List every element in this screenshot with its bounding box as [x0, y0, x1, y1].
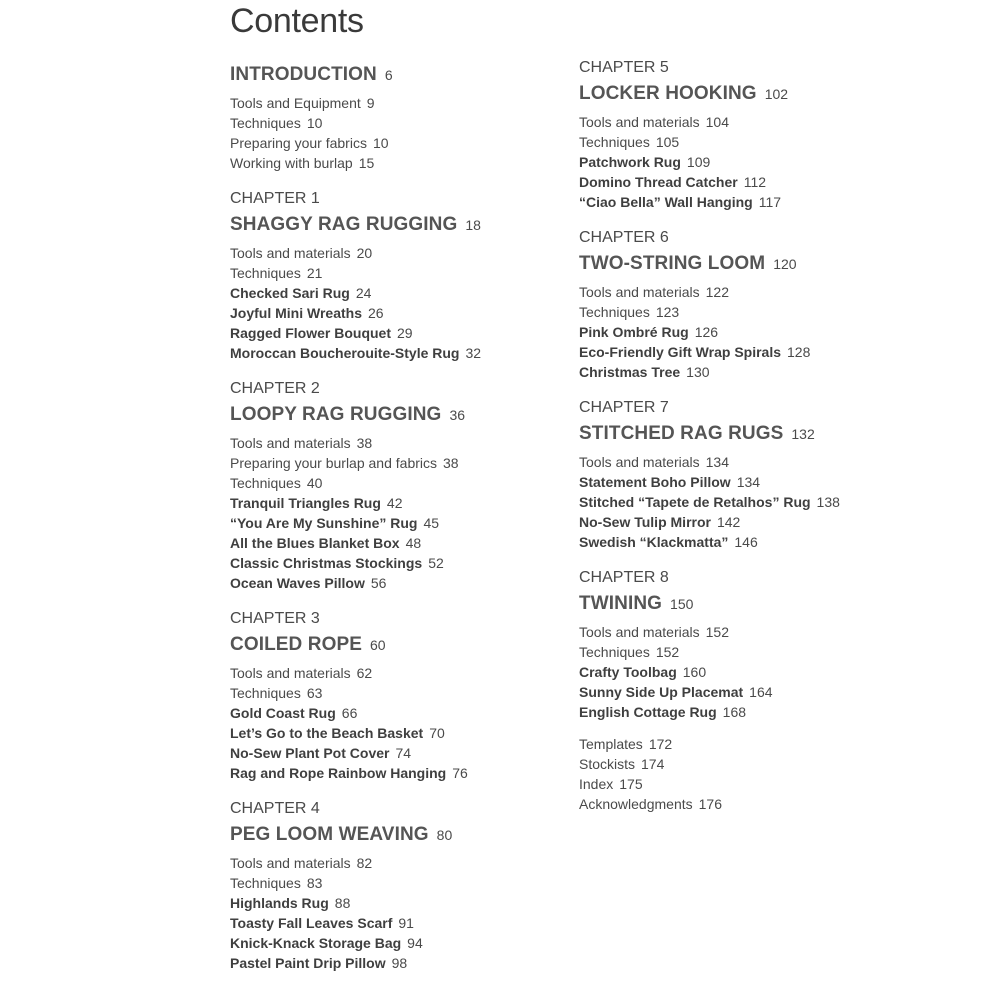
toc-entry[interactable]: [579, 192, 959, 212]
toc-entry-page: 62: [356, 665, 373, 681]
toc-entry-page: 48: [405, 535, 422, 551]
toc-entry-page: 104: [705, 114, 729, 130]
toc-section: [579, 398, 959, 552]
toc-entry-page: 40: [306, 475, 323, 491]
toc-entry-title: Sunny Side Up Placemat: [579, 684, 744, 700]
toc-entry-title: Tranquil Triangles Rug: [230, 495, 381, 511]
toc-entry[interactable]: [579, 322, 959, 342]
toc-entry-page: 56: [370, 575, 387, 591]
toc-entry[interactable]: [230, 533, 610, 553]
toc-entry[interactable]: [230, 573, 610, 593]
toc-entry[interactable]: [230, 303, 610, 323]
toc-entry-page: 15: [358, 155, 375, 171]
chapter-heading[interactable]: [579, 423, 959, 449]
toc-entry-page: 29: [397, 325, 413, 341]
toc-entry-page: 175: [619, 776, 643, 792]
toc-entry-title: Tools and materials: [579, 284, 700, 300]
toc-entry[interactable]: [230, 683, 610, 703]
toc-entry[interactable]: [579, 492, 959, 512]
toc-entry[interactable]: [579, 282, 959, 302]
toc-entry-title: Working with burlap: [230, 155, 353, 171]
toc-entry-page: 152: [705, 624, 729, 640]
chapter-heading-page: 18: [465, 217, 481, 233]
toc-entry-page: 146: [734, 534, 758, 550]
toc-entry-page: 128: [787, 344, 811, 360]
toc-entry-title: Preparing your burlap and fabrics: [230, 455, 438, 471]
toc-entry[interactable]: [579, 622, 959, 642]
toc-entry[interactable]: [579, 682, 959, 702]
toc-entry-page: 91: [398, 915, 414, 931]
toc-entry[interactable]: [579, 362, 959, 382]
toc-entry-page: 174: [641, 756, 665, 772]
toc-entry-title: Techniques: [230, 685, 301, 701]
toc-entry-title: Tools and materials: [230, 245, 351, 261]
toc-section: [230, 64, 610, 173]
section-gap: [579, 552, 959, 568]
toc-entry-title: Tools and Equipment: [230, 95, 361, 111]
toc-entry-title: No-Sew Plant Pot Cover: [230, 745, 390, 761]
back-matter-entry[interactable]: [579, 754, 959, 774]
toc-entry[interactable]: [579, 512, 959, 532]
toc-section: [230, 379, 610, 593]
toc-entry[interactable]: [230, 743, 610, 763]
toc-entry[interactable]: [579, 152, 959, 172]
chapter-heading[interactable]: [230, 404, 610, 430]
toc-entry-page: 32: [465, 345, 482, 361]
chapter-heading[interactable]: [230, 824, 610, 850]
chapter-heading-title: COILED ROPE: [230, 634, 363, 655]
toc-entry-page: 138: [816, 494, 840, 510]
chapter-heading-page: 102: [764, 86, 789, 102]
toc-entry-page: 52: [428, 555, 444, 571]
toc-entry-title: Crafty Toolbag: [579, 664, 677, 680]
toc-entry-page: 122: [705, 284, 729, 300]
toc-entry-page: 74: [395, 745, 412, 761]
toc-entry-title: All the Blues Blanket Box: [230, 535, 400, 551]
toc-entry-title: Techniques: [230, 875, 301, 891]
chapter-label: CHAPTER 1: [230, 190, 320, 207]
chapter-heading[interactable]: [230, 64, 610, 90]
toc-entry[interactable]: [230, 323, 610, 343]
toc-entry-page: 20: [356, 245, 373, 261]
chapter-heading-title: LOOPY RAG RUGGING: [230, 404, 442, 425]
toc-entry[interactable]: [230, 93, 610, 113]
toc-entry-page: 66: [341, 705, 358, 721]
toc-entry-title: Classic Christmas Stockings: [230, 555, 423, 571]
toc-entry-title: Stockists: [579, 756, 636, 772]
toc-entry[interactable]: [579, 532, 959, 552]
toc-entry-title: “Ciao Bella” Wall Hanging: [579, 194, 753, 210]
toc-entry-title: Rag and Rope Rainbow Hanging: [230, 765, 447, 781]
toc-entry-title: Techniques: [579, 644, 650, 660]
toc-entry-page: 142: [716, 514, 741, 530]
section-gap: [230, 363, 610, 379]
toc-entry[interactable]: [579, 112, 959, 132]
toc-entry-title: “You Are My Sunshine” Rug: [230, 515, 418, 531]
toc-entry-title: Swedish “Klackmatta”: [579, 534, 729, 550]
toc-entry[interactable]: [230, 433, 610, 453]
chapter-label: CHAPTER 2: [230, 380, 320, 397]
chapter-label: CHAPTER 5: [579, 59, 669, 76]
toc-entry[interactable]: [230, 113, 610, 133]
section-gap: [579, 382, 959, 398]
toc-entry-page: 152: [655, 644, 680, 660]
chapter-heading[interactable]: [579, 253, 959, 279]
toc-entry-title: Christmas Tree: [579, 364, 681, 380]
toc-entry[interactable]: [230, 153, 610, 173]
toc-entry[interactable]: [579, 472, 959, 492]
chapter-heading-page: 132: [791, 426, 815, 442]
chapter-heading-title: SHAGGY RAG RUGGING: [230, 214, 458, 235]
toc-entry[interactable]: [230, 853, 610, 873]
section-gap: [579, 722, 959, 734]
toc-entry[interactable]: [230, 953, 610, 973]
chapter-heading-title: STITCHED RAG RUGS: [579, 423, 784, 444]
chapter-label: CHAPTER 4: [230, 800, 320, 817]
toc-entry-title: Joyful Mini Wreaths: [230, 305, 362, 321]
toc-entry[interactable]: [230, 893, 610, 913]
toc-entry-page: 38: [356, 435, 373, 451]
chapter-heading-title: LOCKER HOOKING: [579, 83, 757, 104]
toc-entry-page: 10: [306, 115, 323, 131]
toc-entry-page: 172: [648, 736, 673, 752]
toc-entry-page: 88: [334, 895, 351, 911]
toc-entry[interactable]: [230, 493, 610, 513]
toc-entry[interactable]: [230, 663, 610, 683]
section-gap: [230, 173, 610, 189]
toc-entry-page: 24: [355, 285, 372, 301]
toc-entry-title: Techniques: [230, 265, 301, 281]
toc-entry-title: Techniques: [230, 475, 301, 491]
toc-entry-page: 38: [443, 455, 459, 471]
toc-entry-title: Ragged Flower Bouquet: [230, 325, 391, 341]
section-gap: [579, 212, 959, 228]
toc-entry-title: Acknowledgments: [579, 796, 693, 812]
toc-entry-title: Tools and materials: [230, 435, 351, 451]
toc-entry-title: No-Sew Tulip Mirror: [579, 514, 711, 530]
chapter-label: CHAPTER 8: [579, 569, 669, 586]
chapter-heading-title: TWO-STRING LOOM: [579, 253, 766, 274]
toc-entry-page: 126: [694, 324, 719, 340]
toc-entry-page: 117: [758, 194, 782, 210]
chapter-heading-title: PEG LOOM WEAVING: [230, 824, 429, 845]
toc-entry-page: 123: [655, 304, 680, 320]
toc-entry-title: Templates: [579, 736, 643, 752]
toc-entry[interactable]: [230, 703, 610, 723]
toc-entry[interactable]: [579, 452, 959, 472]
toc-entry-page: 70: [429, 725, 445, 741]
toc-entry-title: Pink Ombré Rug: [579, 324, 689, 340]
section-gap: [230, 783, 610, 799]
chapter-heading-page: 150: [670, 596, 694, 612]
chapter-heading-title: INTRODUCTION: [230, 64, 377, 85]
toc-entry[interactable]: [230, 723, 610, 743]
toc-section: [579, 568, 959, 722]
toc-entry-page: 112: [743, 174, 767, 190]
toc-section: [579, 228, 959, 382]
back-matter-entry[interactable]: [579, 794, 959, 814]
chapter-label: CHAPTER 3: [230, 610, 320, 627]
toc-entry-page: 10: [372, 135, 389, 151]
toc-entry-title: Stitched “Tapete de Retalhos” Rug: [579, 494, 811, 510]
toc-entry-page: 134: [736, 474, 761, 490]
toc-entry-page: 134: [705, 454, 729, 470]
toc-entry-page: 45: [423, 515, 440, 531]
chapter-heading[interactable]: [579, 593, 959, 619]
toc-entry-title: Statement Boho Pillow: [579, 474, 731, 490]
toc-entry-title: Moroccan Boucherouite-Style Rug: [230, 345, 460, 361]
chapter-heading[interactable]: [579, 83, 959, 109]
toc-entry-title: Patchwork Rug: [579, 154, 681, 170]
chapter-heading-page: 60: [370, 637, 386, 653]
toc-entry[interactable]: [579, 702, 959, 722]
chapter-heading-page: 80: [436, 827, 453, 843]
chapter-label: CHAPTER 6: [579, 229, 669, 246]
toc-entry-title: Eco-Friendly Gift Wrap Spirals: [579, 344, 782, 360]
toc-entry-page: 176: [698, 796, 722, 812]
toc-section: [230, 609, 610, 783]
toc-entry[interactable]: [230, 133, 610, 153]
toc-entry-title: Tools and materials: [579, 624, 700, 640]
toc-section: [579, 58, 959, 212]
toc-entry-title: Toasty Fall Leaves Scarf: [230, 915, 393, 931]
toc-entry-title: Gold Coast Rug: [230, 705, 336, 721]
toc-entry-title: Index: [579, 776, 614, 792]
toc-entry-page: 83: [306, 875, 323, 891]
toc-entry[interactable]: [230, 513, 610, 533]
toc-section: [230, 799, 610, 973]
back-matter: [579, 734, 959, 814]
toc-entry[interactable]: [230, 263, 610, 283]
toc-entry-page: 98: [391, 955, 408, 971]
toc-entry-page: 94: [407, 935, 423, 951]
toc-entry-page: 76: [452, 765, 468, 781]
toc-entry[interactable]: [579, 132, 959, 152]
toc-entry-page: 168: [722, 704, 747, 720]
toc-entry-title: Let’s Go to the Beach Basket: [230, 725, 424, 741]
toc-entry-title: Ocean Waves Pillow: [230, 575, 365, 591]
toc-entry-page: 42: [386, 495, 403, 511]
page-title: Contents: [230, 2, 364, 40]
toc-entry-page: 63: [306, 685, 323, 701]
toc-entry-page: 26: [367, 305, 384, 321]
toc-entry-title: Knick-Knack Storage Bag: [230, 935, 402, 951]
toc-entry-page: 160: [682, 664, 707, 680]
toc-entry-page: 130: [686, 364, 710, 380]
section-gap: [230, 593, 610, 609]
toc-entry[interactable]: [579, 342, 959, 362]
toc-entry-title: Tools and materials: [230, 665, 351, 681]
toc-entry-title: Tools and materials: [579, 114, 700, 130]
toc-entry-title: Tools and materials: [579, 454, 700, 470]
chapter-heading-page: 120: [773, 256, 797, 272]
back-matter-entry[interactable]: [579, 734, 959, 754]
chapter-heading-title: TWINING: [579, 593, 663, 614]
toc-entry-title: Techniques: [579, 304, 650, 320]
toc-entry-title: Highlands Rug: [230, 895, 329, 911]
toc-entry-page: 164: [749, 684, 773, 700]
toc-entry-page: 109: [686, 154, 711, 170]
toc-entry-page: 82: [356, 855, 373, 871]
back-matter-entry[interactable]: [579, 774, 959, 794]
toc-entry[interactable]: [579, 662, 959, 682]
toc-entry-title: Domino Thread Catcher: [579, 174, 738, 190]
toc-entry-page: 21: [306, 265, 323, 281]
toc-section: [230, 189, 610, 363]
toc-entry-title: Techniques: [230, 115, 301, 131]
chapter-label: CHAPTER 7: [579, 399, 669, 416]
toc-entry-title: Preparing your fabrics: [230, 135, 367, 151]
toc-entry[interactable]: [230, 453, 610, 473]
toc-entry[interactable]: [579, 642, 959, 662]
toc-entry[interactable]: [230, 873, 610, 893]
toc-entry[interactable]: [230, 283, 610, 303]
toc-entry-title: Tools and materials: [230, 855, 351, 871]
chapter-heading[interactable]: [230, 214, 610, 240]
toc-entry[interactable]: [230, 473, 610, 493]
toc-entry[interactable]: [579, 172, 959, 192]
toc-entry-page: 9: [366, 95, 375, 111]
toc-entry-title: Pastel Paint Drip Pillow: [230, 955, 386, 971]
toc-right-column: [579, 58, 959, 814]
toc-entry-title: Checked Sari Rug: [230, 285, 350, 301]
toc-entry[interactable]: [230, 933, 610, 953]
chapter-heading-page: 36: [449, 407, 466, 423]
toc-entry[interactable]: [230, 343, 610, 363]
chapter-heading[interactable]: [230, 634, 610, 660]
toc-left-column: [230, 64, 610, 973]
toc-entry-title: Techniques: [579, 134, 650, 150]
toc-entry[interactable]: [230, 553, 610, 573]
toc-entry-page: 105: [655, 134, 680, 150]
toc-entry[interactable]: [230, 913, 610, 933]
chapter-heading-page: 6: [384, 67, 393, 83]
toc-entry[interactable]: [230, 243, 610, 263]
toc-entry[interactable]: [230, 763, 610, 783]
toc-entry-title: English Cottage Rug: [579, 704, 717, 720]
toc-entry[interactable]: [579, 302, 959, 322]
